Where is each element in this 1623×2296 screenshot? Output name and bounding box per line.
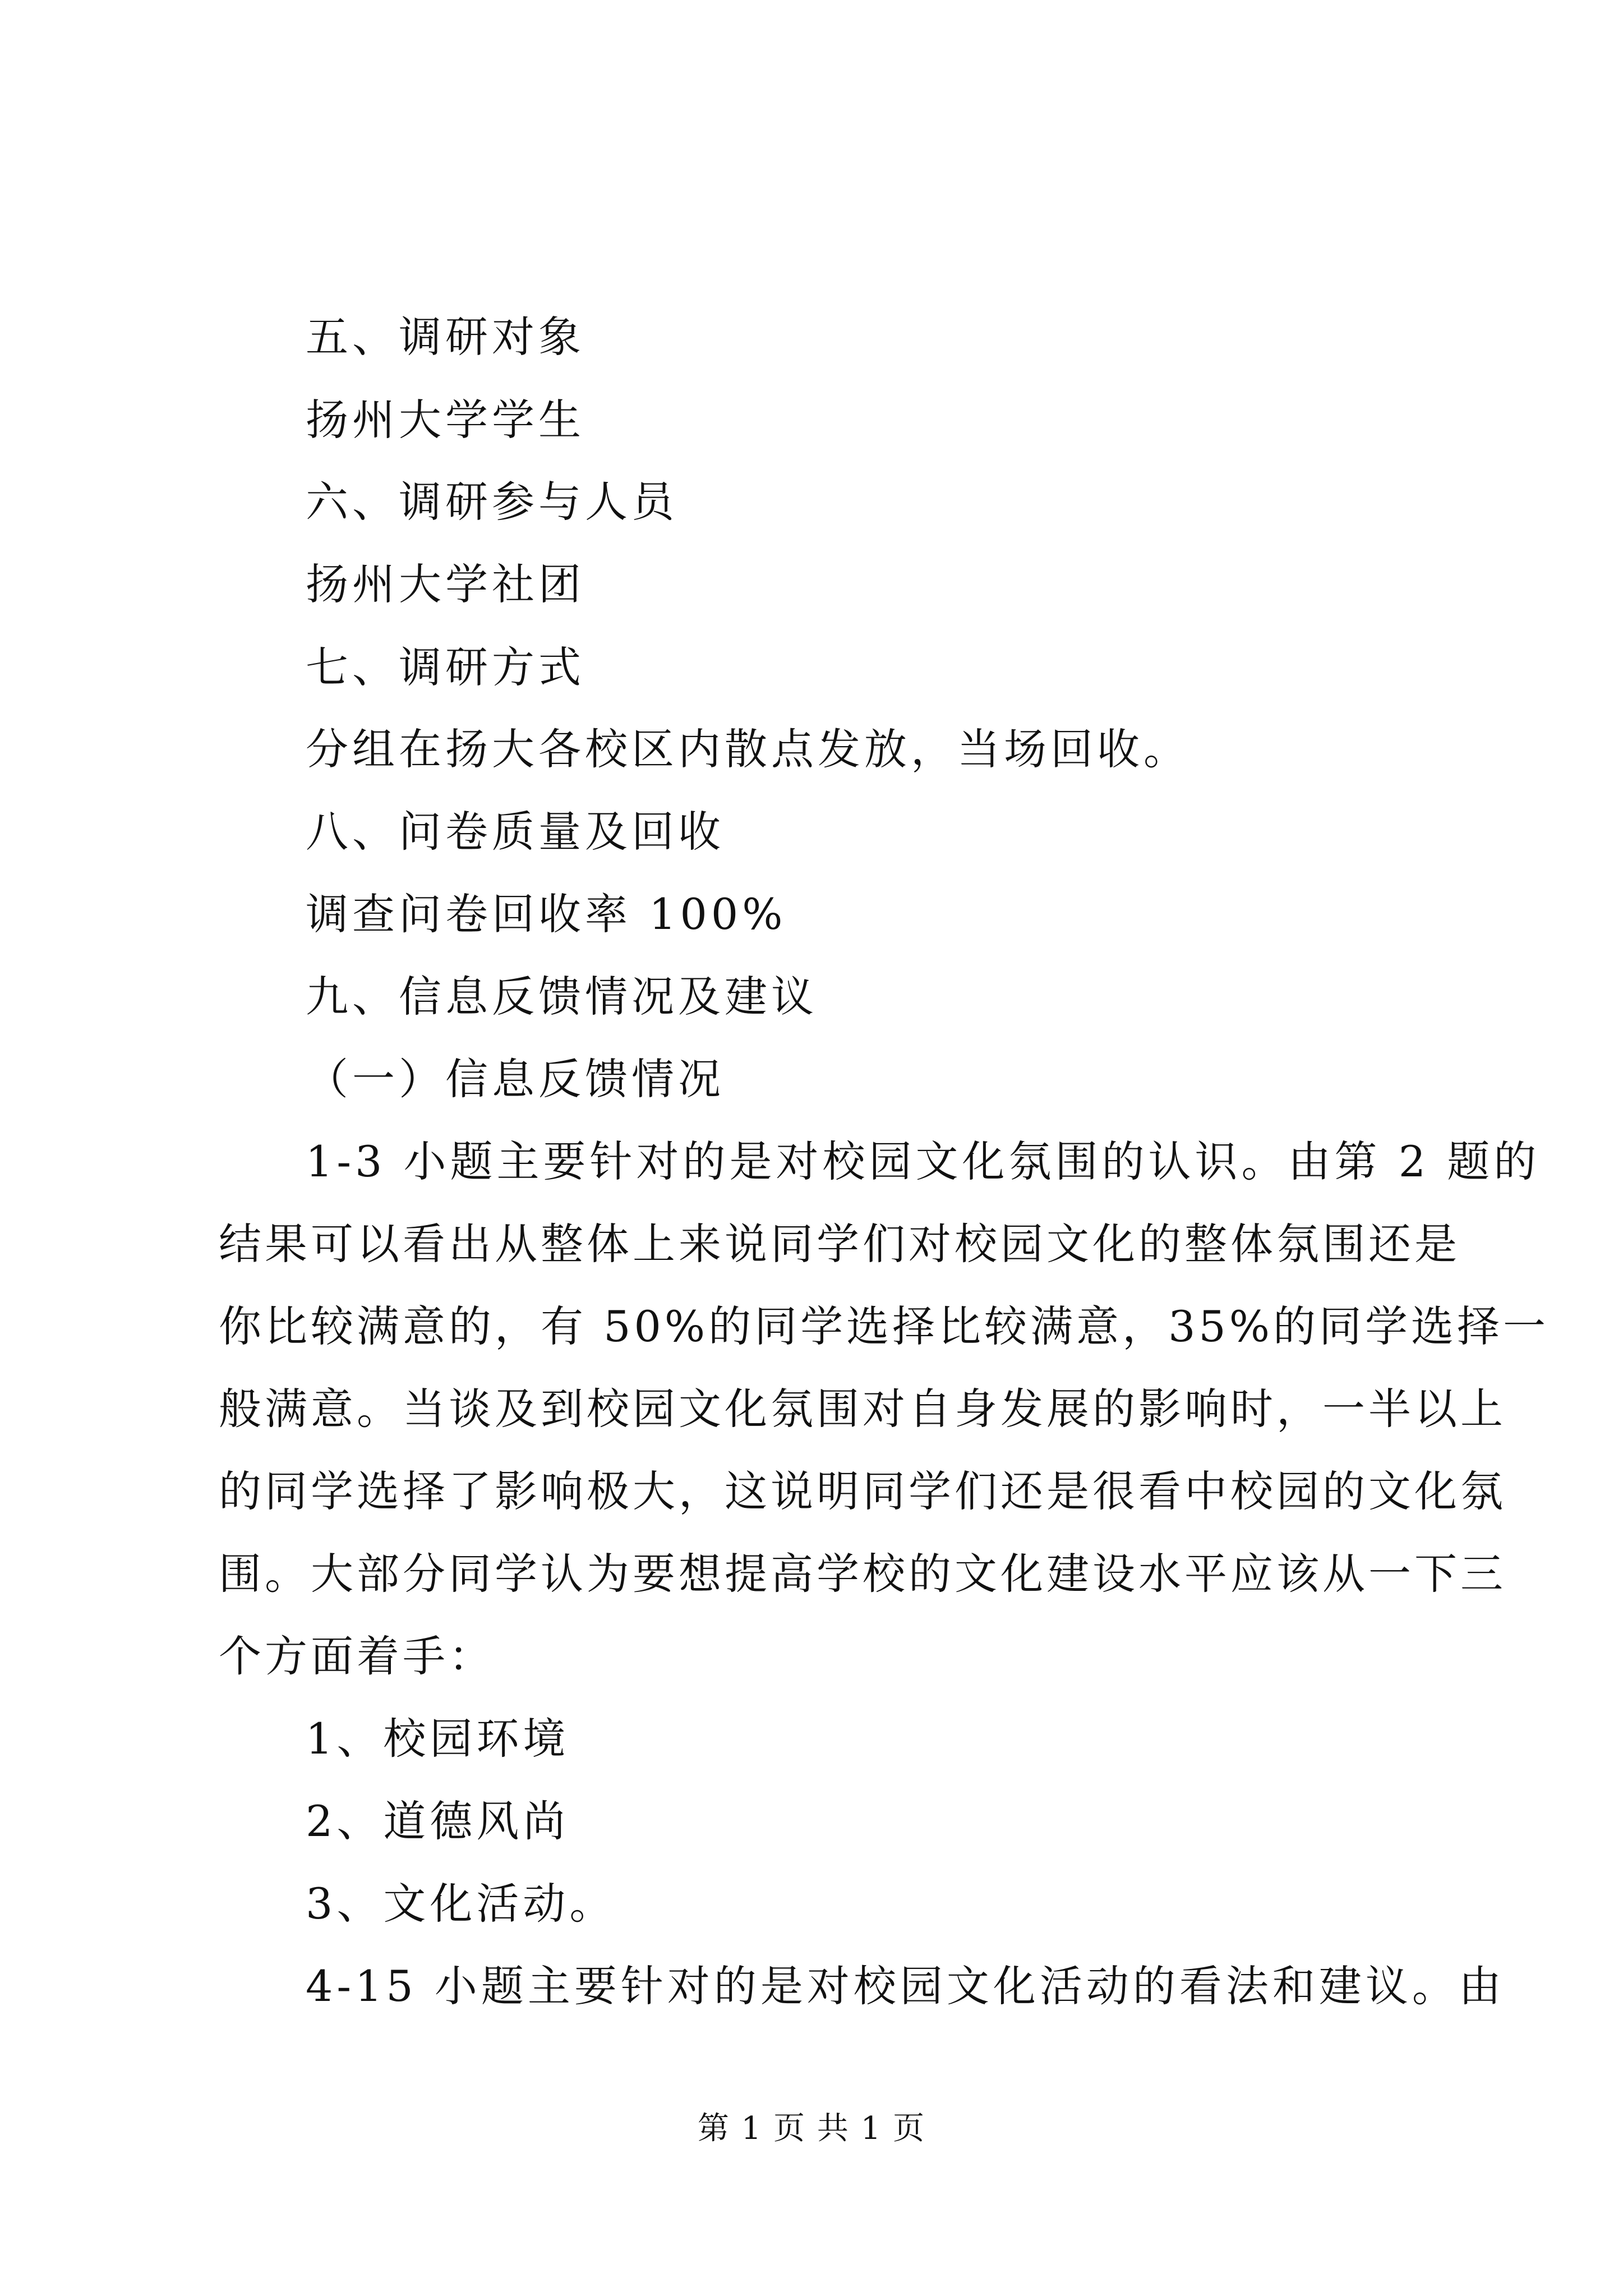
paragraph-1-line: 个方面着手： <box>219 1631 495 1681</box>
section-heading-9: 九、信息反馈情况及建议 <box>306 972 818 1022</box>
list-item: 2、道德风尚 <box>306 1796 570 1846</box>
subsection-heading-1: （一）信息反馈情况 <box>306 1054 725 1104</box>
section-text-5: 扬州大学学生 <box>306 395 585 445</box>
section-text-7: 分组在扬大各校区内散点发放，当场回收。 <box>306 724 1190 774</box>
section-heading-6: 六、调研参与人员 <box>306 477 678 527</box>
list-item: 3、文化活动。 <box>306 1879 616 1929</box>
paragraph-2-line: 4-15 小题主要针对的是对校园文化活动的看法和建议。由 <box>306 1961 1505 2011</box>
section-heading-8: 八、问卷质量及回收 <box>306 807 725 857</box>
paragraph-1-line: 般满意。当谈及到校园文化氛围对自身发展的影响时，一半以上 <box>219 1384 1506 1434</box>
paragraph-1-line: 围。大部分同学认为要想提高学校的文化建设水平应该从一下三 <box>219 1549 1506 1599</box>
section-text-6: 扬州大学社团 <box>306 559 585 609</box>
section-heading-7: 七、调研方式 <box>306 642 585 692</box>
paragraph-1-line: 的同学选择了影响极大，这说明同学们还是很看中校园的文化氛 <box>219 1466 1506 1516</box>
paragraph-1-line: 你比较满意的，有 50%的同学选择比较满意，35%的同学选择一 <box>219 1301 1550 1351</box>
paragraph-1-line: 结果可以看出从整体上来说同学们对校园文化的整体氛围还是 <box>219 1219 1460 1269</box>
section-text-8: 调查问卷回收率 100% <box>306 889 787 939</box>
list-item: 1、校园环境 <box>306 1714 570 1764</box>
paragraph-1-line: 1-3 小题主要针对的是对校园文化氛围的认识。由第 2 题的 <box>306 1137 1541 1186</box>
section-heading-5: 五、调研对象 <box>306 312 585 362</box>
page-footer: 第 1 页 共 1 页 <box>697 2110 926 2147</box>
